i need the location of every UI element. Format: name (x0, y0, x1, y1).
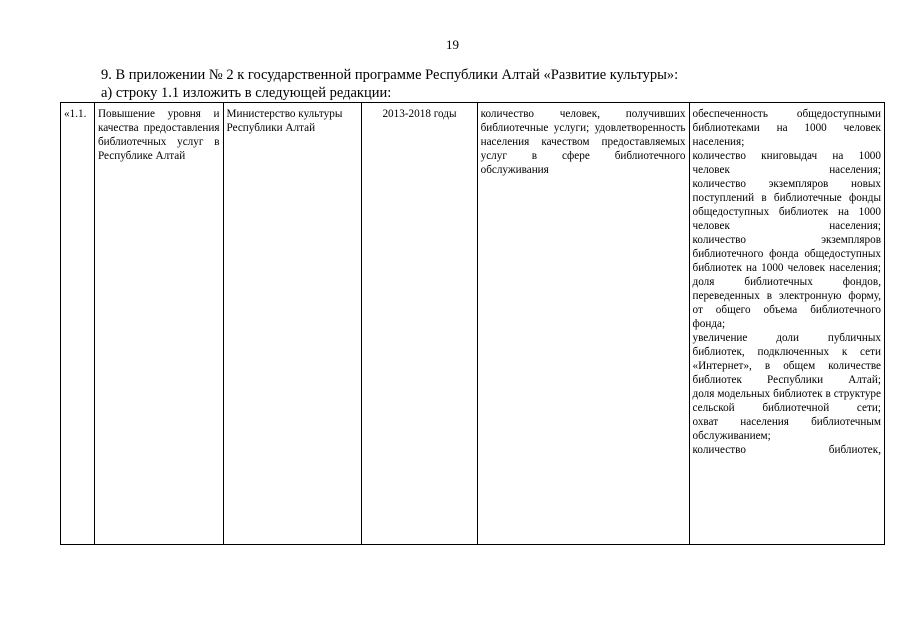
result-item: обеспеченность общедоступными библиотеками на 1000 человек населения; (692, 108, 881, 148)
result-item: количество экземпляров новых поступлений в библиотечные фонды общедоступных библиотек на 1000 человек населения; (692, 178, 881, 232)
table-row (61, 103, 885, 545)
result-item: количество книговыдач на 1000 человек населения; (692, 150, 881, 176)
section-subheading: а) строку 1.1 изложить в следующей редакции: (101, 85, 392, 101)
row-executor: Министерство культуры Республики Алтай (226, 108, 343, 134)
row-number-cell (61, 103, 95, 545)
result-item: количество библиотек, (692, 444, 881, 456)
program-table (60, 102, 885, 545)
result-item: доля библиотечных фондов, переведенных в электронную форму, от общего объема библиотечного фонда; (692, 276, 881, 330)
section-heading: 9. В приложении № 2 к государственной программе Республики Алтай «Развитие культуры»: (101, 67, 679, 83)
row-name-cell (94, 103, 223, 545)
row-name: Повышение уровня и качества предоставления библиотечных услуг в Республике Алтай (97, 108, 220, 162)
row-number: «1.1. (64, 108, 87, 120)
result-item: количество экземпляров библиотечного фонда общедоступных библиотек на 1000 человек населения; (692, 234, 881, 274)
row-executor-cell (223, 103, 362, 545)
row-years-cell (362, 103, 477, 545)
page-number: 19 (446, 37, 459, 52)
result-item: охват населения библиотечным обслуживанием; (692, 416, 881, 442)
row-results-cell (689, 103, 885, 545)
row-indicators-cell (477, 103, 689, 545)
result-item: доля модельных библиотек в структуре сельской библиотечной сети; (692, 388, 881, 414)
result-item: увеличение доли публичных библиотек, подключенных к сети «Интернет», в общем количестве библиотек Республики Алтай; (692, 332, 881, 386)
row-years: 2013-2018 годы (382, 108, 457, 120)
row-indicators: количество человек, получивших библиотечные услуги; удовлетворенность населения качеством предоставляемых услуг в сфере библиотечного обслуживания (480, 108, 686, 176)
